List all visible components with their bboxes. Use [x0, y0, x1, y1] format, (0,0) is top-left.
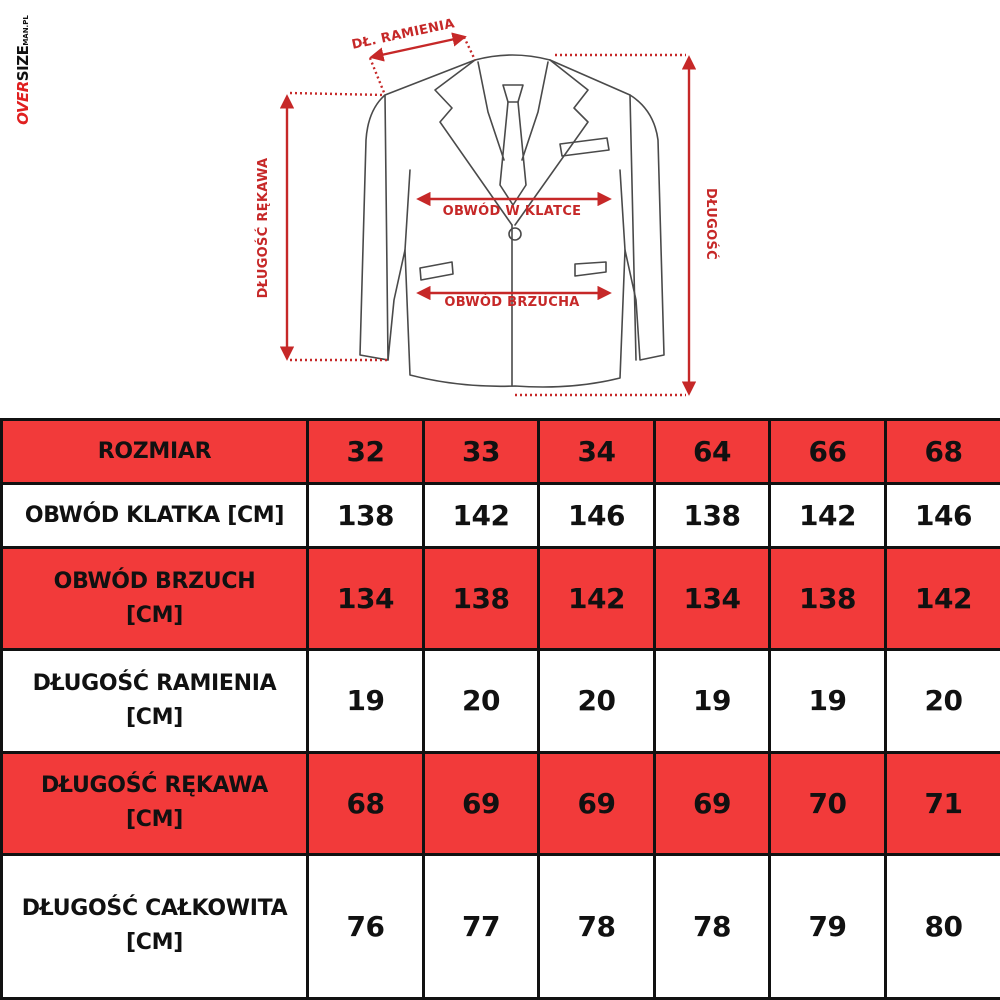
table-row-size: [2, 420, 1000, 484]
table-cell: 134: [655, 548, 770, 650]
size-table: [0, 418, 1000, 1000]
table-cell: 32: [308, 420, 424, 484]
table-cell: 146: [886, 484, 1000, 548]
table-cell: 79: [770, 854, 886, 998]
brand-logo-part-domain: MAN.PL: [22, 15, 30, 46]
table-row-belly: [2, 548, 1000, 650]
label-length: DŁUGOŚĆ: [703, 188, 718, 260]
table-cell: 68: [308, 752, 424, 854]
table-row-chest: [2, 484, 1000, 548]
jacket-illustration: [360, 55, 664, 387]
table-cell: 64: [655, 420, 770, 484]
table-cell: 138: [655, 484, 770, 548]
table-cell: 69: [539, 752, 655, 854]
table-cell: 134: [308, 548, 424, 650]
table-cell: 138: [770, 548, 886, 650]
row-label: OBWÓD KLATKA [CM]: [2, 484, 308, 548]
table-cell: 19: [770, 650, 886, 752]
table-cell: 80: [886, 854, 1000, 998]
table-cell: 142: [770, 484, 886, 548]
table-cell: 142: [424, 484, 539, 548]
table-cell: 77: [424, 854, 539, 998]
table-cell: 146: [539, 484, 655, 548]
table-row-sleeve: [2, 752, 1000, 854]
table-cell: 70: [770, 752, 886, 854]
row-label: DŁUGOŚĆ RAMIENIA [CM]: [2, 650, 308, 752]
row-label: OBWÓD BRZUCH [CM]: [2, 548, 308, 650]
table-cell: 19: [655, 650, 770, 752]
row-label: DŁUGOŚĆ CAŁKOWITA [CM]: [2, 854, 308, 998]
table-cell: 20: [886, 650, 1000, 752]
jacket-measurement-diagram: [0, 0, 1000, 418]
table-cell: 69: [424, 752, 539, 854]
table-cell: 71: [886, 752, 1000, 854]
table-cell: 34: [539, 420, 655, 484]
table-cell: 19: [308, 650, 424, 752]
table-cell: 142: [539, 548, 655, 650]
table-cell: 138: [308, 484, 424, 548]
table-cell: 78: [655, 854, 770, 998]
table-cell: 142: [886, 548, 1000, 650]
label-shoulder: DŁ. RAMIENIA: [350, 16, 457, 53]
label-belly: OBWÓD BRZUCHA: [444, 295, 580, 310]
table-cell: 78: [539, 854, 655, 998]
table-cell: 68: [886, 420, 1000, 484]
row-label: ROZMIAR: [2, 420, 308, 484]
brand-logo-part-size: SIZE: [14, 45, 32, 82]
table-row-total-length: [2, 854, 1000, 998]
table-cell: 69: [655, 752, 770, 854]
label-chest: OBWÓD W KLATCE: [442, 204, 582, 219]
size-table-body: [2, 420, 1000, 999]
table-cell: 66: [770, 420, 886, 484]
table-cell: 20: [539, 650, 655, 752]
table-cell: 20: [424, 650, 539, 752]
table-cell: 138: [424, 548, 539, 650]
table-row-shoulder: [2, 650, 1000, 752]
row-label: DŁUGOŚĆ RĘKAWA [CM]: [2, 752, 308, 854]
table-cell: 76: [308, 854, 424, 998]
label-sleeve: DŁUGOŚĆ RĘKAWA: [256, 157, 271, 299]
table-cell: 33: [424, 420, 539, 484]
brand-logo-part-over: OVER: [14, 81, 32, 125]
